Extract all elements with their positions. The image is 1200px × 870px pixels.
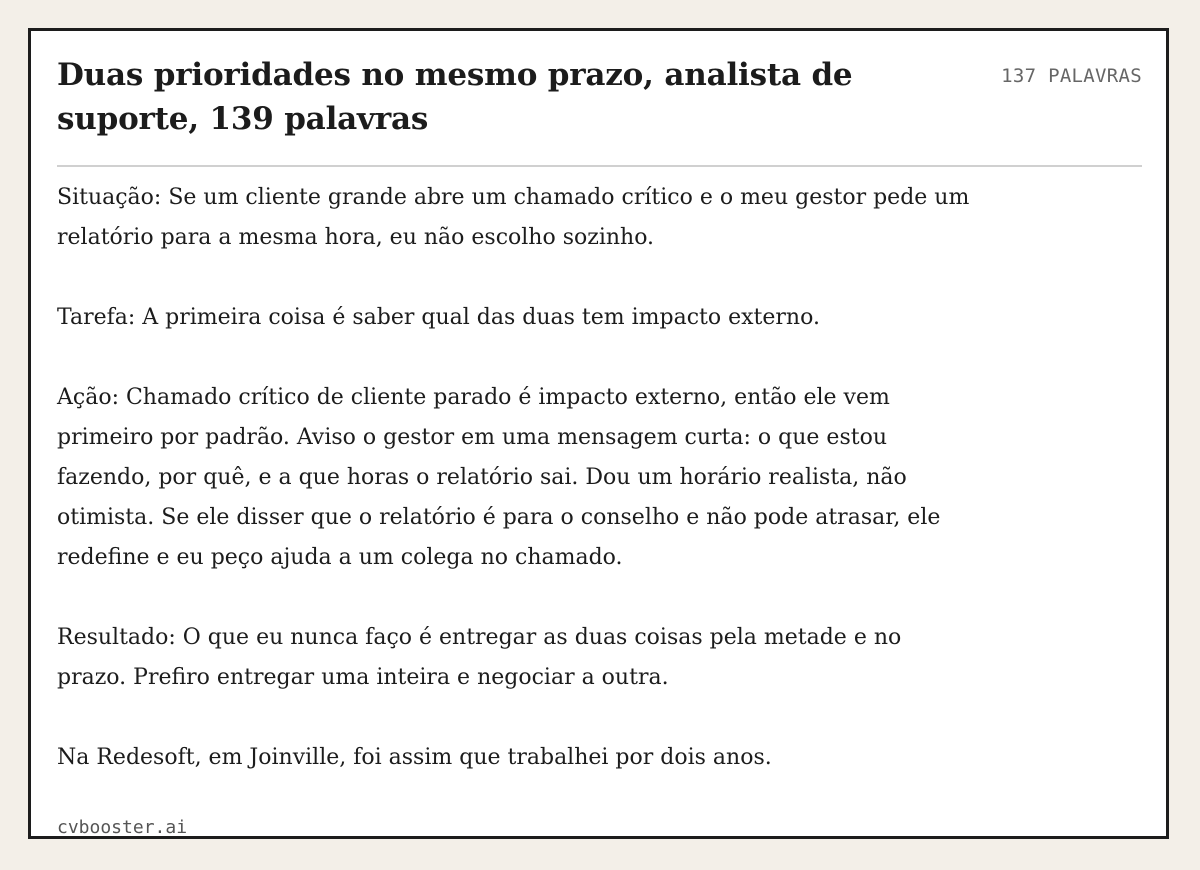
word-count-label: 137 PALAVRAS: [1001, 65, 1142, 87]
answer-card: [28, 28, 1169, 839]
paragraph-situation: Situação: Se um cliente grande abre um chamado crítico e o meu gestor pede um relatório para a mesma hora, eu não escolho sozinho.: [57, 185, 970, 250]
card-header: [57, 53, 1142, 167]
brand-footer: cvbooster.ai: [57, 817, 188, 838]
answer-title: Duas prioridades no mesmo prazo, analista de suporte, 139 palavras: [57, 57, 853, 137]
answer-body: [57, 178, 1117, 818]
paragraph-task: Tarefa: A primeira coisa é saber qual das duas tem impacto externo.: [57, 305, 820, 330]
paragraph-result: Resultado: O que eu nunca faço é entregar as duas coisas pela metade e no prazo. Prefiro entregar uma inteira e negociar a outra.: [57, 625, 902, 690]
paragraph-closing: Na Redesoft, em Joinville, foi assim que trabalhei por dois anos.: [57, 745, 772, 770]
paragraph-action: Ação: Chamado crítico de cliente parado é impacto externo, então ele vem primeiro por padrão. Aviso o gestor em uma mensagem curta: o que estou fazendo, por quê, e a que horas o relatório sai. Dou um horário realista, não otimista. Se ele disser que o relatório é para o conselho e não pode atrasar, ele redefine e eu peço ajuda a um colega no chamado.: [57, 385, 941, 570]
